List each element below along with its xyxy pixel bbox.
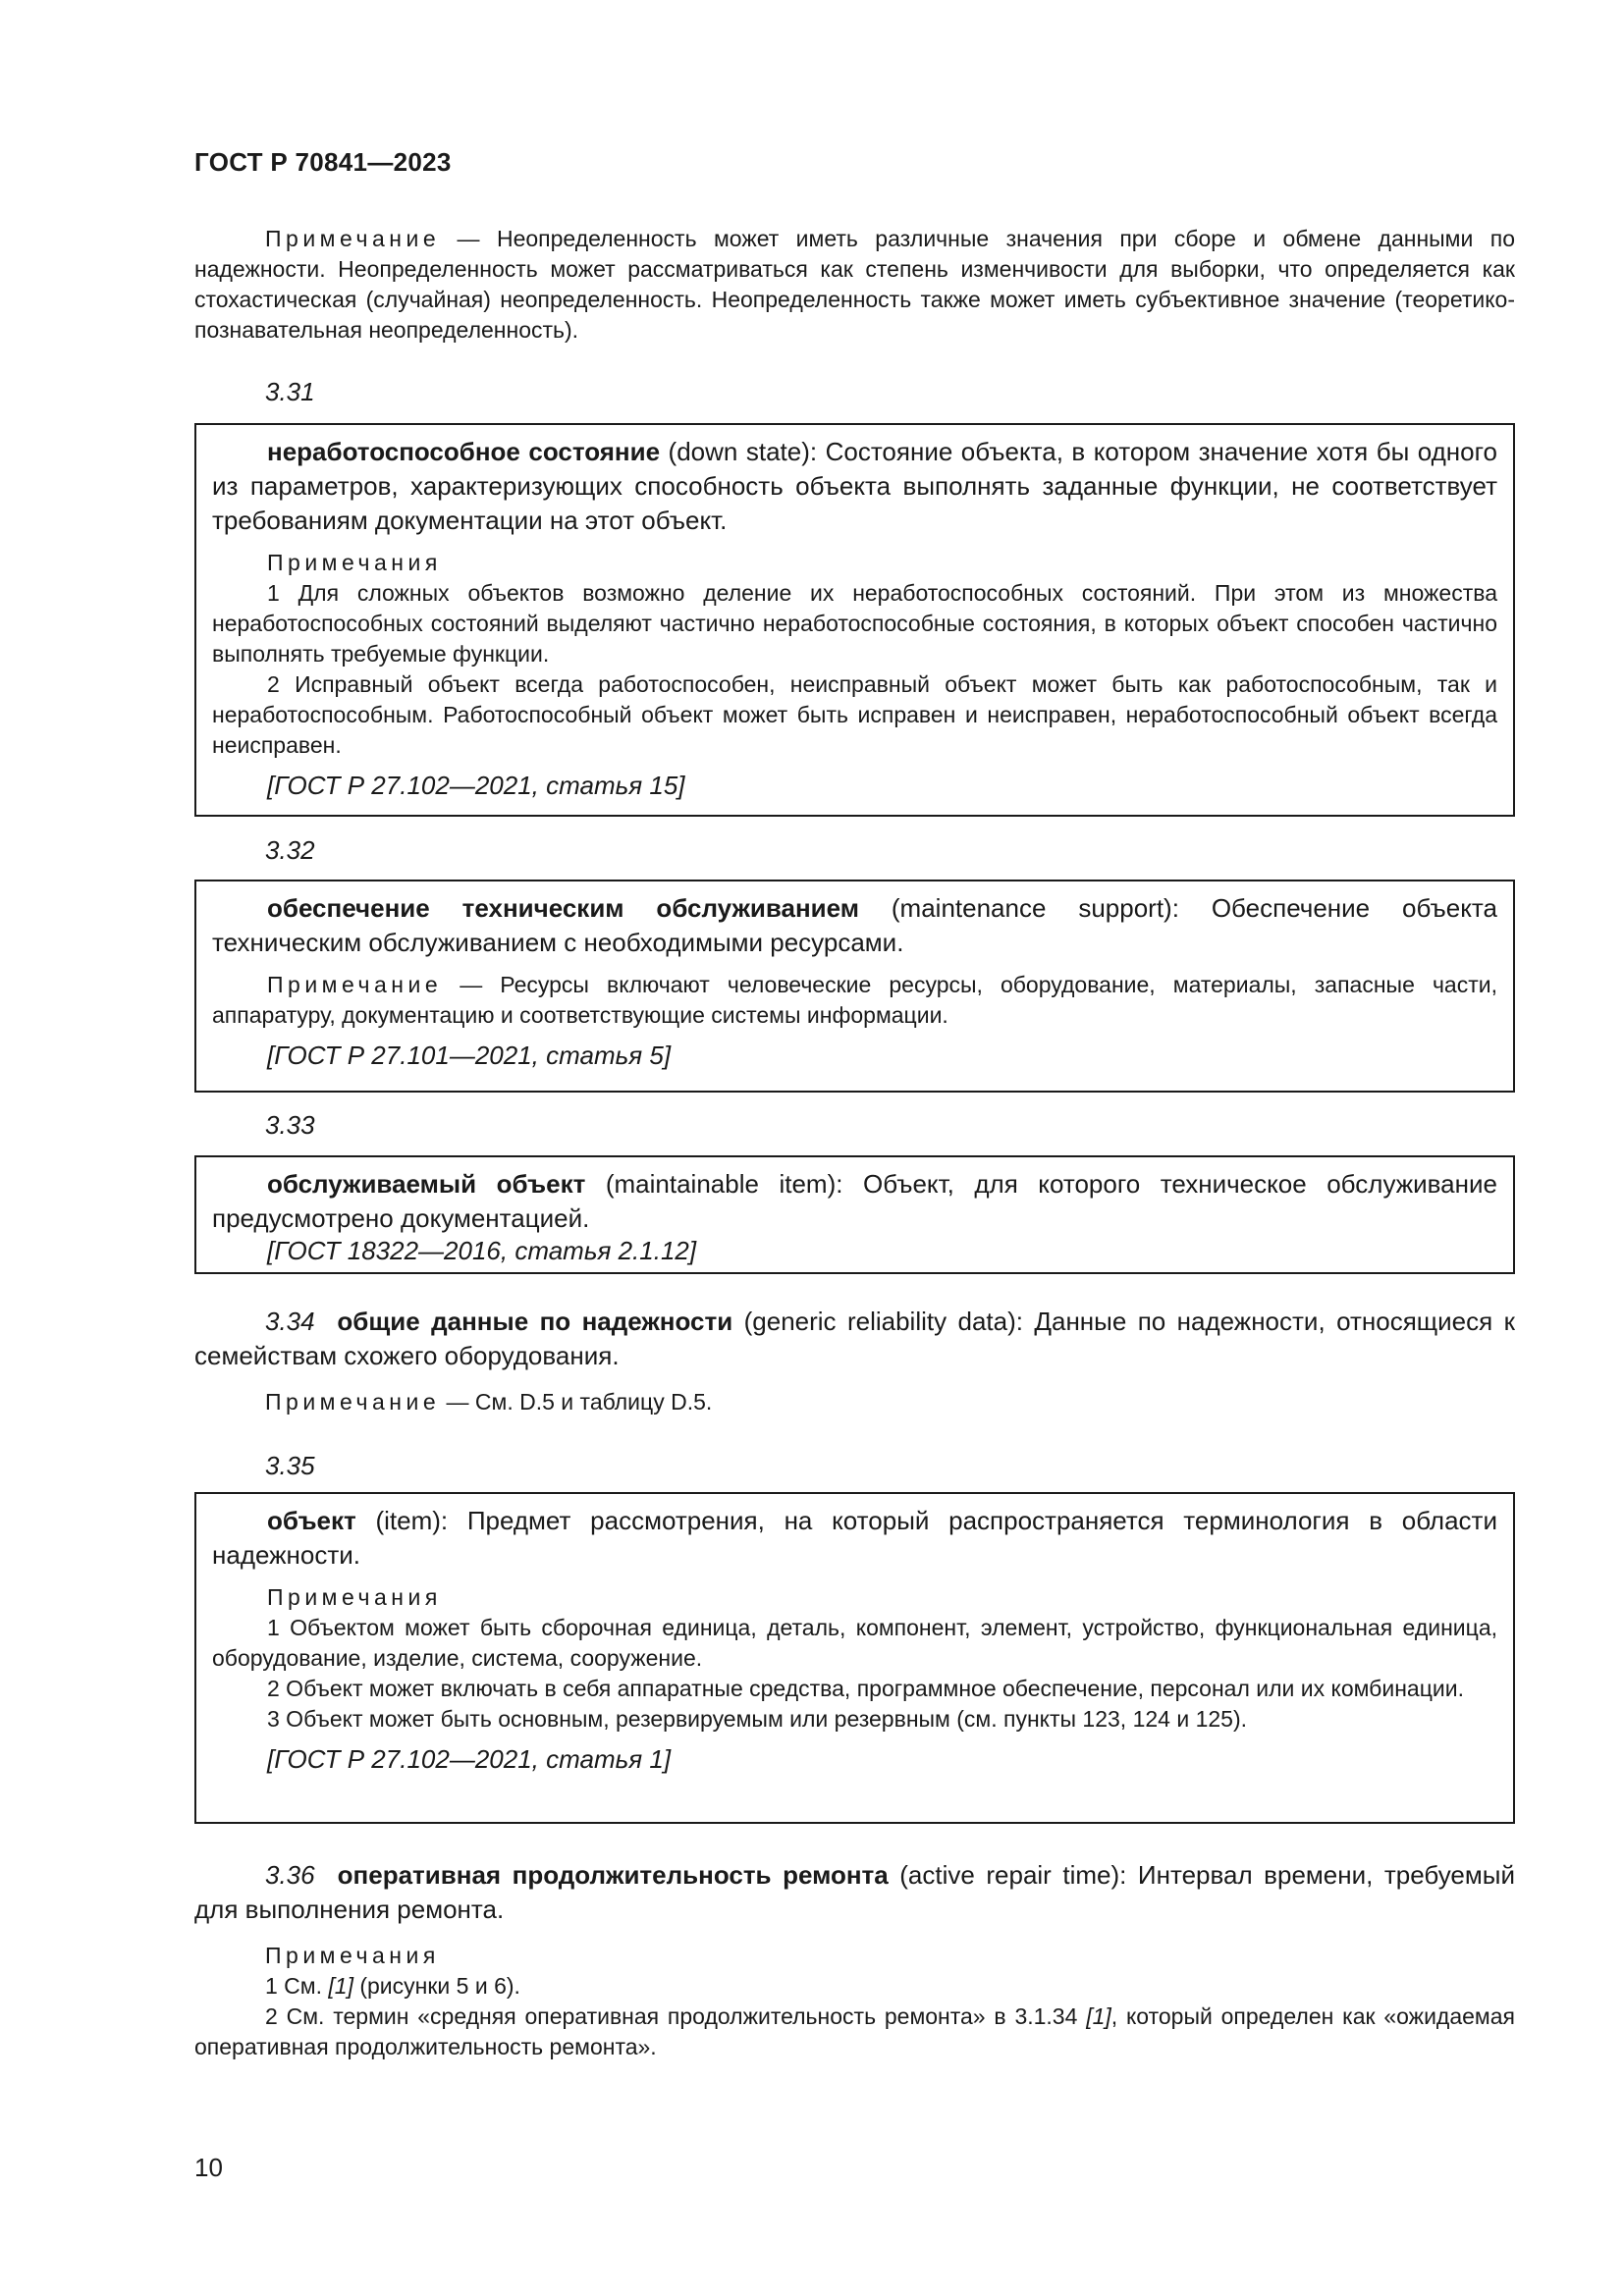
note-label: Примечание [267, 972, 443, 997]
term-title: обслуживаемый объект [267, 1169, 586, 1199]
term-box-3-31 [194, 423, 1515, 817]
note-text: (рисунки 5 и 6). [352, 1973, 520, 1999]
term-definition: (item): Предмет рассмотрения, на который распространяется терминология в области надежности. [212, 1506, 1497, 1570]
term-number: 3.36 [265, 1860, 315, 1890]
term-3-34 [194, 1305, 1515, 1417]
note-label: Примечание [265, 1389, 441, 1415]
term-box-3-35 [194, 1492, 1515, 1824]
term-definition: (down state): Состояние объекта, в котором значение хотя бы одного из параметров, характеризующих способность объекта выполнять заданные функции, не соответствует требованиям документации на этот объект. [212, 437, 1498, 535]
note-text: — Ресурсы включают человеческие ресурсы, оборудование, материалы, запасные части, аппаратуру, документацию и соответствующие системы информации. [212, 972, 1497, 1028]
note-text: — Неопределенность может иметь различные значения при сборе и обмене данными по надежности. Неопределенность может рассматриваться как степень изменчивости для выборки, что определяется как стохастическая (случайная) неопределенность. Неопределенность также может иметь субъективное значение (теоретико-познавательная неопределенность). [194, 226, 1515, 343]
term-title: неработоспособное состояние [267, 437, 661, 466]
term-number-3-35: 3.35 [265, 1451, 315, 1480]
notes-label: Примечания [267, 1584, 442, 1610]
notes-label: Примечания [267, 550, 442, 575]
term-source: [ГОСТ Р 27.102—2021, статья 1] [267, 1744, 672, 1774]
term-title: объект [267, 1506, 356, 1535]
term-number-3-33: 3.33 [265, 1110, 315, 1140]
term-number: 3.34 [265, 1307, 315, 1336]
note-1: 1 Для сложных объектов возможно деление их неработоспособных состояний. При этом из множества неработоспособных состояний выделяют частично неработоспособные состояния, в которых объект способен частично выполнять требуемые функции. [212, 580, 1497, 667]
reference-link: [1] [1086, 2003, 1111, 2029]
term-definition: (active repair time): Интервал времени, требуемый для выполнения ремонта. [194, 1860, 1515, 1924]
term-definition: (generic reliability data): Данные по надежности, относящиеся к семействам схожего оборудования. [194, 1307, 1516, 1370]
term-box-3-32 [194, 880, 1515, 1093]
intro-note [194, 224, 1515, 346]
term-title: оперативная продолжительность ремонта [337, 1860, 889, 1890]
note-text: — См. D.5 и таблицу D.5. [440, 1389, 713, 1415]
notes-label: Примечания [265, 1943, 440, 1968]
term-box-3-33 [194, 1155, 1515, 1274]
term-definition: (maintainable item): Объект, для которого техническое обслуживание предусмотрено документацией. [212, 1169, 1497, 1233]
term-source: [ГОСТ Р 27.101—2021, статья 5] [267, 1041, 672, 1070]
term-number-3-32: 3.32 [265, 835, 315, 865]
term-title: обеспечение техническим обслуживанием [267, 893, 859, 923]
note-2 [194, 2002, 1515, 2062]
term-source: [ГОСТ Р 27.102—2021, статья 15] [267, 771, 685, 800]
note-label: Примечание [265, 226, 441, 251]
term-3-36 [194, 1858, 1515, 2062]
note-3: 3 Объект может быть основным, резервируемым или резервным (см. пункты 123, 124 и 125). [267, 1706, 1248, 1732]
term-title: общие данные по надежности [337, 1307, 733, 1336]
note-text: , который определен как «ожидаемая оперативная продолжительность ремонта». [194, 2003, 1515, 2059]
term-number-3-31: 3.31 [265, 377, 315, 406]
note-text: 2 См. термин «средняя оперативная продолжительность ремонта» в 3.1.34 [265, 2003, 1087, 2029]
note-2: 2 Объект может включать в себя аппаратные средства, программное обеспечение, персонал или их комбинации. [267, 1676, 1464, 1701]
note-text: 1 См. [265, 1973, 329, 1999]
note-1 [194, 1971, 1515, 2002]
note-1: 1 Объектом может быть сборочная единица, деталь, компонент, элемент, устройство, функциональная единица, оборудование, изделие, система, сооружение. [212, 1615, 1497, 1671]
reference-link: [1] [328, 1973, 353, 1999]
term-source: [ГОСТ 18322—2016, статья 2.1.12] [267, 1236, 697, 1265]
document-header: ГОСТ Р 70841—2023 [194, 147, 452, 177]
term-definition: (maintenance support): Обеспечение объекта техническим обслуживанием с необходимыми ресурсами. [212, 893, 1497, 957]
page-number: 10 [194, 2153, 223, 2182]
note-2: 2 Исправный объект всегда работоспособен, неисправный объект может быть как работоспособным, так и неработоспособным. Работоспособный объект может быть исправен и неисправен, неработоспособный объект всегда неисправен. [212, 671, 1497, 758]
